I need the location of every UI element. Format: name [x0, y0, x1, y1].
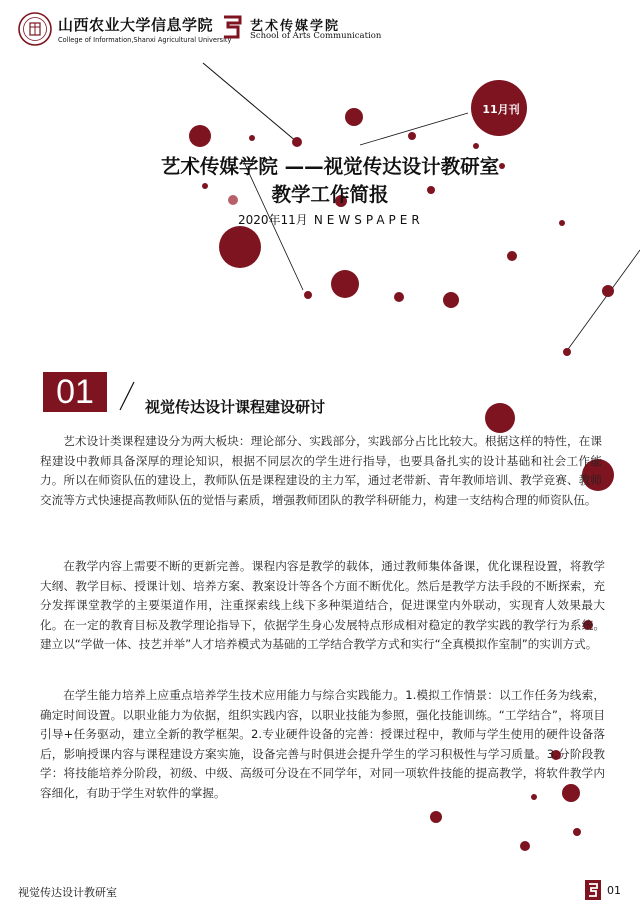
issue-month-label: 11月刊 [482, 103, 520, 116]
page-number: 01 [607, 884, 621, 897]
body-paragraph-1: 艺术设计类课程建设分为两大板块：理论部分、实践部分，实践部分占比比较大。根据这样的特性，在课程建设中教师具备深厚的理论知识，根据不同层次的学生进行指导，也要具备扎实的设计基础和社会工作能力。所以在师资队伍的建设上，教师队伍是课程建设的主力军，通过老带新、青年教师培训、教学竞赛、教师交流等方式快速提高教师队伍的觉悟与素质，增强教师团队的教学科研能力，构建一支结构合理的师资队伍。 [40, 434, 602, 507]
arts-school-name-cn: 艺术传媒学院 [250, 19, 341, 34]
slash-divider-icon [117, 380, 137, 412]
footer-department: 视觉传达设计教研室 [18, 886, 117, 899]
newsletter-title-line1: 艺术传媒学院 ——视觉传达设计教研室 [160, 155, 500, 178]
arts-school-name-en: School of Arts Communication [250, 31, 382, 41]
newsletter-title-line2: 教学工作简报 [271, 183, 389, 206]
school-name-cn: 山西农业大学信息学院 [58, 16, 214, 34]
section-title: 视觉传达设计课程建设研讨 [145, 398, 326, 416]
section-number: 01 [43, 372, 107, 412]
school-name-en: College of Information,Shanxi Agricultural University [58, 36, 232, 44]
body-paragraph-3: 在学生能力培养上应重点培养学生技术应用能力与综合实践能力。1.模拟工作情景：以工作任务为线索，确定时间设置。以职业能力为依据，组织实践内容，以职业技能为参照，强化技能训练。“工学结合”，将项目引导+任务驱动，建立全新的教学框架。2.专业硬件设备的完善：授课过程中，教师与学生使用的硬件设备落后，影响授课内容与课程建设方案实施，设备完善与时俱进会提升学生的学习积极性与学习质量。3.分阶段教学：将技能培养分阶段，初级、中级、高级可分设在不同学年，对同一项软件技能的提高教学，将软件教学内容细化，有助于学生对软件的掌握。 [40, 688, 605, 800]
issue-dateline [238, 211, 424, 228]
newspaper-label: NEWSPAPER [313, 213, 424, 227]
body-paragraph-2: 在教学内容上需要不断的更新完善。课程内容是教学的载体，通过教师集体备课，优化课程设置，将教学大纲、教学目标、授课计划、培养方案、教案设计等各个方面不断优化。然后是教学方法手段的不断探索，充分发挥课堂教学的主要渠道作用，注重探索线上线下多种渠道结合，促进课堂内外联动，实现育人效果最大化。在一定的教育目标及教学理论指导下，依据学生身心发展特点形成相对稳定的教学实践的教学行为系统。建立以“学做一体、技艺并举”人才培养模式为基础的工学结合教学方式和实行“全真模拟作室制”的实训方式。 [40, 559, 605, 652]
footer-mark-icon [585, 880, 601, 900]
issue-date: 2020年11月 [238, 213, 308, 227]
